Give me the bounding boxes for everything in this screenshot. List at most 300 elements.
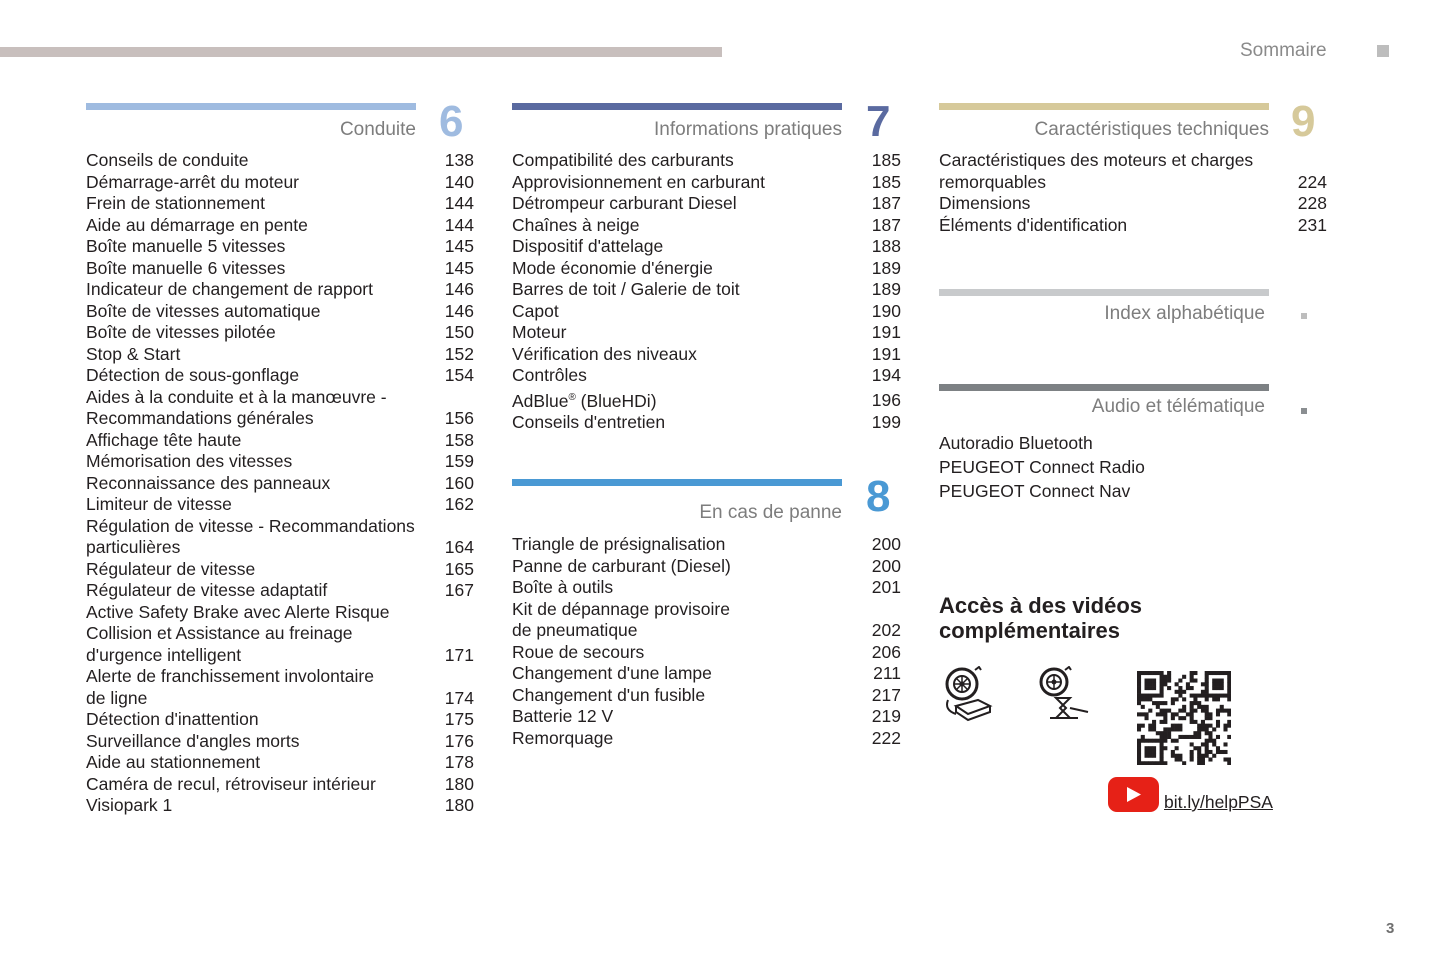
toc-entry-label: Boîte à outils <box>512 577 614 597</box>
qr-module <box>1163 709 1167 713</box>
qr-module <box>1212 679 1216 683</box>
toc-entry[interactable] <box>512 193 901 215</box>
qr-module <box>1223 671 1227 675</box>
toc-entry[interactable] <box>86 172 474 194</box>
qr-code[interactable] <box>1137 671 1231 765</box>
qr-module <box>1148 724 1152 728</box>
toc-entry[interactable] <box>512 728 901 750</box>
toc-entry-label: Moteur <box>512 322 567 342</box>
qr-module <box>1163 727 1167 731</box>
toc-entry[interactable] <box>86 430 474 452</box>
qr-module <box>1182 761 1186 765</box>
toc-entry[interactable] <box>512 642 901 664</box>
infos-number: 7 <box>866 97 891 146</box>
qr-module <box>1156 712 1160 716</box>
toc-entry-label: Détection de sous-gonflage <box>86 365 300 385</box>
qr-module <box>1137 686 1141 690</box>
qr-module <box>1220 686 1224 690</box>
toc-entry-label: Barres de toit / Galerie de toit <box>512 279 740 299</box>
toc-entry-label: Surveillance d'angles morts <box>86 730 300 751</box>
caract-title: Caractéristiques techniques <box>1034 119 1269 140</box>
toc-entry-label: Éléments d'identification <box>939 214 1128 235</box>
qr-module <box>1178 716 1182 720</box>
qr-module <box>1160 701 1164 705</box>
qr-module <box>1145 712 1149 716</box>
qr-module <box>1160 679 1164 683</box>
qr-module <box>1141 694 1145 698</box>
qr-module <box>1178 709 1182 713</box>
toc-entry[interactable] <box>86 580 474 602</box>
panne-number: 8 <box>866 472 891 521</box>
toc-entry-page: 178 <box>444 752 474 772</box>
qr-module <box>1193 697 1197 701</box>
qr-module <box>1182 675 1186 679</box>
qr-module <box>1152 750 1156 754</box>
qr-module <box>1193 720 1197 724</box>
toc-entry[interactable] <box>86 516 474 559</box>
qr-module <box>1137 671 1141 675</box>
qr-module <box>1148 682 1152 686</box>
qr-module <box>1137 682 1141 686</box>
toc-entry-page: 200 <box>871 555 901 576</box>
toc-entry[interactable] <box>512 322 901 344</box>
qr-module <box>1227 694 1231 698</box>
qr-module <box>1156 701 1160 705</box>
toc-entry[interactable] <box>86 279 474 301</box>
toc-entry-label: Boîte de vitesses pilotée <box>86 322 276 342</box>
toc-entry-page: 162 <box>444 494 474 514</box>
toc-entry[interactable] <box>86 731 474 753</box>
toc-entry-label: Affichage tête haute <box>86 429 242 450</box>
toc-entry-label: Capot <box>512 300 559 321</box>
qr-module <box>1175 757 1179 761</box>
toc-entry-page: 224 <box>1297 171 1327 192</box>
toc-entry[interactable] <box>512 412 901 434</box>
qr-module <box>1205 746 1209 750</box>
qr-module <box>1141 724 1145 728</box>
qr-module <box>1223 724 1227 728</box>
qr-module <box>1205 712 1209 716</box>
toc-entry[interactable] <box>86 666 474 709</box>
qr-module <box>1178 754 1182 758</box>
qr-module <box>1220 705 1224 709</box>
toc-entry[interactable] <box>512 279 901 301</box>
qr-module <box>1156 739 1160 743</box>
qr-module <box>1152 727 1156 731</box>
toc-entry-page: 167 <box>444 580 474 600</box>
qr-module <box>1148 697 1152 701</box>
toc-entry-page: 191 <box>871 343 901 364</box>
toc-entry[interactable] <box>512 150 901 172</box>
qr-module <box>1216 697 1220 701</box>
audio-title[interactable]: Audio et télématique <box>1091 396 1265 417</box>
toc-entry-label: Régulateur de vitesse adaptatif <box>86 580 328 600</box>
toc-entry[interactable] <box>86 473 474 495</box>
toc-entry-label: Alerte de franchissement involontaire de ligne <box>86 666 374 708</box>
qr-module <box>1163 761 1167 765</box>
qr-module <box>1190 701 1194 705</box>
qr-module <box>1163 682 1167 686</box>
qr-module <box>1190 750 1194 754</box>
qr-module <box>1160 712 1164 716</box>
qr-module <box>1197 757 1201 761</box>
qr-module <box>1137 750 1141 754</box>
toc-entry[interactable] <box>86 494 474 516</box>
qr-module <box>1160 754 1164 758</box>
qr-module <box>1190 705 1194 709</box>
qr-module <box>1148 739 1152 743</box>
qr-module <box>1208 712 1212 716</box>
qr-module <box>1182 709 1186 713</box>
qr-module <box>1141 697 1145 701</box>
toc-entry[interactable] <box>512 236 901 258</box>
qr-module <box>1171 754 1175 758</box>
qr-module <box>1190 679 1194 683</box>
toc-entry[interactable] <box>512 301 901 323</box>
qr-module <box>1193 679 1197 683</box>
toc-entry-page: 185 <box>871 171 901 192</box>
qr-module <box>1205 724 1209 728</box>
qr-module <box>1171 724 1175 728</box>
qr-module <box>1216 682 1220 686</box>
toc-entry-page: 189 <box>871 257 901 278</box>
qr-module <box>1145 697 1149 701</box>
toc-entry-label: Caméra de recul, rétroviseur intérieur <box>86 773 376 794</box>
toc-entry-label: Conseils d'entretien <box>512 411 666 432</box>
qr-module <box>1152 720 1156 724</box>
toc-entry[interactable] <box>86 322 474 344</box>
toc-entry[interactable] <box>86 301 474 323</box>
toc-entry[interactable] <box>939 150 1327 193</box>
toc-entry[interactable] <box>512 556 901 578</box>
toc-entry-label: Triangle de présignalisation <box>512 534 726 554</box>
toc-entry[interactable] <box>86 752 474 774</box>
qr-module <box>1152 724 1156 728</box>
qr-module <box>1160 720 1164 724</box>
qr-module <box>1201 709 1205 713</box>
panne-list <box>512 534 901 749</box>
qr-module <box>1175 746 1179 750</box>
toc-entry-page: 217 <box>871 684 901 705</box>
toc-entry-label: Vérification des niveaux <box>512 343 697 364</box>
qr-module <box>1212 697 1216 701</box>
toc-entry[interactable] <box>86 387 474 430</box>
qr-module <box>1178 724 1182 728</box>
toc-entry-label: Visiopark 1 <box>86 795 173 815</box>
qr-module <box>1205 731 1209 735</box>
toc-entry-page: 185 <box>871 150 901 170</box>
qr-module <box>1171 727 1175 731</box>
qr-module <box>1227 679 1231 683</box>
qr-module <box>1137 761 1141 765</box>
qr-module <box>1137 701 1141 705</box>
qr-module <box>1201 690 1205 694</box>
qr-module <box>1152 682 1156 686</box>
qr-module <box>1175 690 1179 694</box>
qr-module <box>1148 709 1152 713</box>
page-title: Sommaire <box>1240 40 1327 61</box>
toc-entry[interactable] <box>86 344 474 366</box>
qr-module <box>1145 686 1149 690</box>
toc-entry[interactable] <box>512 685 901 707</box>
help-link[interactable]: bit.ly/helpPSA <box>1164 792 1273 812</box>
qr-module <box>1205 690 1209 694</box>
toc-entry[interactable] <box>512 215 901 237</box>
toc-entry[interactable] <box>512 258 901 280</box>
qr-module <box>1163 746 1167 750</box>
toc-entry-label: Boîte de vitesses automatique <box>86 300 321 321</box>
toc-entry[interactable] <box>512 706 901 728</box>
page-number: 3 <box>1386 920 1395 937</box>
toc-entry-page: 171 <box>444 644 474 665</box>
caract-number: 9 <box>1291 97 1316 146</box>
qr-module <box>1160 690 1164 694</box>
qr-module <box>1160 675 1164 679</box>
infos-list <box>512 150 901 433</box>
qr-module <box>1193 694 1197 698</box>
qr-module <box>1216 712 1220 716</box>
qr-module <box>1201 720 1205 724</box>
toc-entry[interactable] <box>512 344 901 366</box>
qr-module <box>1227 675 1231 679</box>
toc-entry[interactable] <box>86 215 474 237</box>
toc-entry-page: 175 <box>444 709 474 729</box>
qr-module <box>1205 739 1209 743</box>
toc-entry-page: 199 <box>871 411 901 432</box>
qr-module <box>1212 739 1216 743</box>
toc-entry-label: Roue de secours <box>512 641 645 662</box>
qr-module <box>1178 690 1182 694</box>
spare-wheel-jack-icon <box>1034 666 1092 722</box>
toc-entry-label: Mode économie d'énergie <box>512 257 713 278</box>
qr-module <box>1205 675 1209 679</box>
qr-module <box>1171 750 1175 754</box>
toc-entry-page: 202 <box>871 620 901 640</box>
qr-module <box>1145 671 1149 675</box>
qr-module <box>1171 716 1175 720</box>
qr-module <box>1193 671 1197 675</box>
qr-module <box>1223 757 1227 761</box>
toc-entry[interactable] <box>512 663 901 685</box>
qr-module <box>1163 731 1167 735</box>
qr-module <box>1190 757 1194 761</box>
qr-module <box>1141 671 1145 675</box>
audio-list <box>939 431 1269 503</box>
toc-entry[interactable] <box>86 709 474 731</box>
toc-entry[interactable] <box>512 387 901 412</box>
toc-entry-page: 144 <box>444 193 474 213</box>
qr-module <box>1178 727 1182 731</box>
toc-entry[interactable] <box>512 599 901 642</box>
qr-module <box>1163 712 1167 716</box>
toc-entry-label: Limiteur de vitesse <box>86 494 232 514</box>
qr-module <box>1175 724 1179 728</box>
audio-marker <box>1301 408 1307 414</box>
qr-module <box>1201 694 1205 698</box>
toc-entry-label: Active Safety Brake avec Alerte Risque Collision et Assistance au freinage d'urgence intelligent <box>86 601 390 665</box>
toc-entry[interactable] <box>86 193 474 215</box>
qr-module <box>1160 742 1164 746</box>
toc-entry[interactable] <box>86 795 474 817</box>
qr-module <box>1190 712 1194 716</box>
toc-entry-label: Caractéristiques des moteurs et charges remorquables <box>939 150 1254 192</box>
toc-entry-page: 158 <box>444 429 474 450</box>
qr-module <box>1141 712 1145 716</box>
toc-entry-label: Kit de dépannage provisoire de pneumatique <box>512 598 730 640</box>
qr-module <box>1212 686 1216 690</box>
qr-module <box>1167 731 1171 735</box>
qr-module <box>1227 757 1231 761</box>
toc-entry-page: 201 <box>871 577 901 597</box>
toc-entry-label: Boîte manuelle 5 vitesses <box>86 236 286 256</box>
qr-module <box>1137 712 1141 716</box>
qr-module <box>1193 709 1197 713</box>
qr-module <box>1197 746 1201 750</box>
toc-entry[interactable] <box>939 215 1327 237</box>
qr-module <box>1220 750 1224 754</box>
toc-entry-page: 165 <box>444 558 474 579</box>
qr-module <box>1163 735 1167 739</box>
qr-module <box>1190 735 1194 739</box>
qr-module <box>1216 709 1220 713</box>
toc-entry[interactable] <box>512 172 901 194</box>
toc-entry-label: Frein de stationnement <box>86 193 265 213</box>
qr-module <box>1208 739 1212 743</box>
toc-entry-label: Régulateur de vitesse <box>86 558 256 579</box>
qr-module <box>1163 739 1167 743</box>
qr-module <box>1160 757 1164 761</box>
qr-module <box>1197 761 1201 765</box>
qr-module <box>1216 750 1220 754</box>
qr-module <box>1171 739 1175 743</box>
qr-module <box>1163 720 1167 724</box>
qr-module <box>1148 671 1152 675</box>
qr-module <box>1201 682 1205 686</box>
qr-module <box>1212 671 1216 675</box>
toc-entry-label: Remorquage <box>512 727 614 748</box>
qr-module <box>1220 694 1224 698</box>
qr-module <box>1205 694 1209 698</box>
qr-module <box>1223 742 1227 746</box>
qr-module <box>1148 746 1152 750</box>
qr-module <box>1212 742 1216 746</box>
qr-module <box>1208 750 1212 754</box>
toc-entry-label: Régulation de vitesse - Recommandations particulières <box>86 515 415 557</box>
qr-module <box>1227 735 1231 739</box>
qr-module <box>1205 742 1209 746</box>
toc-entry-page: 200 <box>871 534 901 554</box>
toc-entry[interactable] <box>86 774 474 796</box>
audio-item: Autoradio Bluetooth <box>939 433 1093 453</box>
qr-module <box>1182 735 1186 739</box>
qr-module <box>1152 694 1156 698</box>
qr-module <box>1212 694 1216 698</box>
toc-entry[interactable] <box>86 150 474 172</box>
qr-module <box>1227 709 1231 713</box>
qr-module <box>1216 679 1220 683</box>
qr-module <box>1137 690 1141 694</box>
toc-entry[interactable] <box>86 602 474 667</box>
toc-entry-page: 146 <box>444 279 474 299</box>
audio-item: PEUGEOT Connect Nav <box>939 481 1131 501</box>
qr-module <box>1137 697 1141 701</box>
toc-entry[interactable] <box>512 577 901 599</box>
qr-module <box>1145 746 1149 750</box>
qr-module <box>1182 690 1186 694</box>
toc-entry-page: 180 <box>444 795 474 815</box>
toc-entry-page: 231 <box>1297 214 1327 235</box>
qr-module <box>1137 757 1141 761</box>
toc-entry-page: 211 <box>873 663 901 683</box>
qr-module <box>1167 709 1171 713</box>
qr-module <box>1178 694 1182 698</box>
qr-module <box>1208 694 1212 698</box>
toc-entry-page: 160 <box>444 472 474 493</box>
qr-module <box>1137 675 1141 679</box>
qr-module <box>1193 731 1197 735</box>
qr-module <box>1148 679 1152 683</box>
qr-module <box>1145 694 1149 698</box>
qr-module <box>1190 686 1194 690</box>
qr-module <box>1156 705 1160 709</box>
toc-entry[interactable] <box>512 534 901 556</box>
qr-module <box>1197 727 1201 731</box>
qr-module <box>1201 742 1205 746</box>
qr-module <box>1175 727 1179 731</box>
qr-module <box>1216 671 1220 675</box>
qr-module <box>1152 701 1156 705</box>
corner-marker <box>1377 45 1389 57</box>
toc-entry-page: 228 <box>1297 193 1327 213</box>
toc-entry[interactable] <box>512 365 901 387</box>
toc-entry-label: Boîte manuelle 6 vitesses <box>86 257 286 278</box>
youtube-icon[interactable] <box>1108 777 1159 812</box>
qr-module <box>1227 761 1231 765</box>
qr-module <box>1163 675 1167 679</box>
qr-module <box>1227 720 1231 724</box>
toc-entry[interactable] <box>86 365 474 387</box>
toc-entry-page: 187 <box>871 214 901 235</box>
toc-entry-label: Aide au démarrage en pente <box>86 214 308 235</box>
toc-entry[interactable] <box>86 451 474 473</box>
toc-entry[interactable] <box>939 193 1327 215</box>
qr-module <box>1167 727 1171 731</box>
toc-entry-page: 196 <box>871 390 901 411</box>
qr-module <box>1227 686 1231 690</box>
top-decorative-bar <box>0 47 722 57</box>
qr-module <box>1197 724 1201 728</box>
toc-entry[interactable] <box>86 258 474 280</box>
toc-entry[interactable] <box>86 236 474 258</box>
toc-entry-label: Détrompeur carburant Diesel <box>512 193 737 213</box>
qr-module <box>1175 754 1179 758</box>
qr-module <box>1186 735 1190 739</box>
qr-module <box>1201 761 1205 765</box>
qr-module <box>1145 716 1149 720</box>
index-title[interactable]: Index alphabétique <box>1104 303 1265 324</box>
qr-module <box>1190 709 1194 713</box>
qr-module <box>1137 679 1141 683</box>
qr-module <box>1148 727 1152 731</box>
qr-module <box>1223 727 1227 731</box>
qr-module <box>1163 716 1167 720</box>
qr-module <box>1141 735 1145 739</box>
qr-module <box>1175 697 1179 701</box>
toc-entry-page: 222 <box>871 727 901 748</box>
toc-entry[interactable] <box>86 559 474 581</box>
qr-module <box>1186 712 1190 716</box>
qr-module <box>1216 724 1220 728</box>
